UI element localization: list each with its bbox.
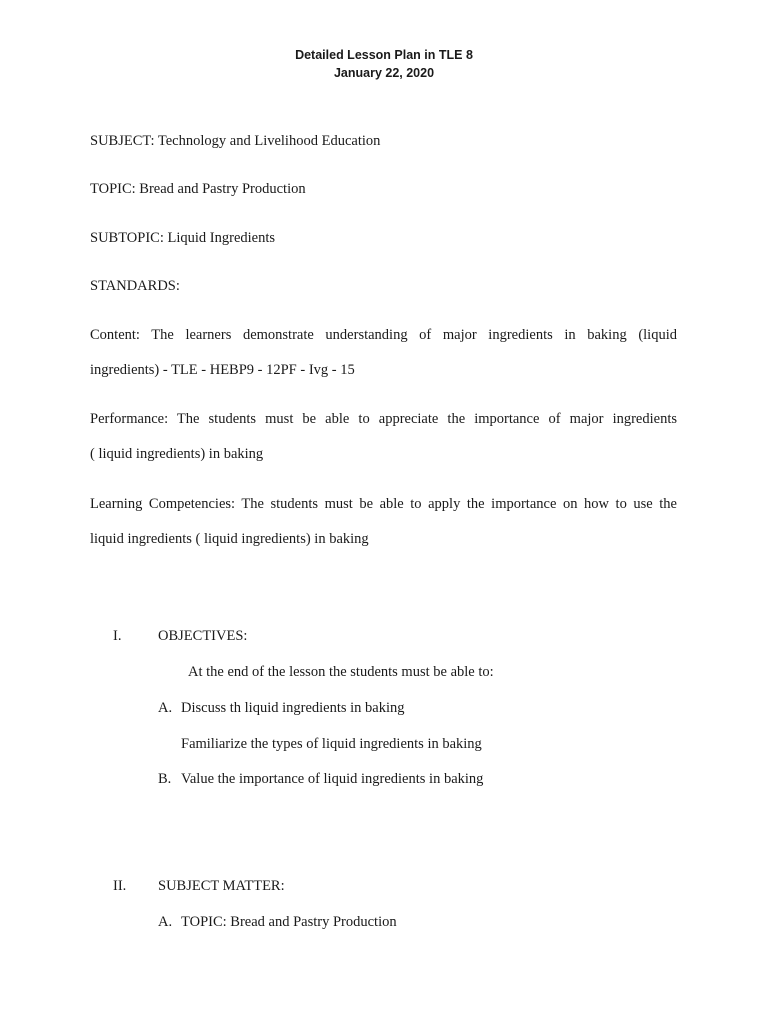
objective-a-text: Discuss th liquid ingredients in baking [181,700,405,716]
objectives-intro: At the end of the lesson the students must be able to: [188,664,494,680]
subtopic-line: SUBTOPIC: Liquid Ingredients [90,230,276,246]
performance-line-2: ( liquid ingredients) in baking [90,446,264,462]
performance-standard [90,402,677,472]
section-1-numeral: I. [113,628,122,644]
subject-line: SUBJECT: Technology and Livelihood Education [90,133,381,149]
performance-line-1: Performance: The students must be able to appreciate the importance of major ingredients [90,411,677,427]
standards-heading: STANDARDS: [90,278,180,294]
subject-matter-a-marker: A. [158,914,173,930]
content-standard [90,318,677,388]
objective-a-continuation: Familiarize the types of liquid ingredients in baking [181,736,482,752]
subject-matter-a-text: TOPIC: Bread and Pastry Production [181,914,397,930]
learning-competencies [90,487,677,557]
content-line-1: Content: The learners demonstrate understanding of major ingredients in baking (liquid [90,327,677,343]
content-line-2: ingredients) - TLE - HEBP9 - 12PF - Ivg - 15 [90,362,355,378]
objective-b-marker: B. [158,771,172,787]
objectives-heading: OBJECTIVES: [158,628,248,644]
document-title: Detailed Lesson Plan in TLE 8 [295,48,473,62]
subject-matter-heading: SUBJECT MATTER: [158,878,285,894]
objective-a-marker: A. [158,700,173,716]
topic-line: TOPIC: Bread and Pastry Production [90,181,306,197]
objective-b-text: Value the importance of liquid ingredients in baking [181,771,484,787]
document-date: January 22, 2020 [333,66,435,80]
competencies-line-1: Learning Competencies: The students must be able to apply the importance on how to use the [90,496,677,512]
competencies-line-2: liquid ingredients ( liquid ingredients) in baking [90,531,369,547]
section-2-numeral: II. [113,878,127,894]
